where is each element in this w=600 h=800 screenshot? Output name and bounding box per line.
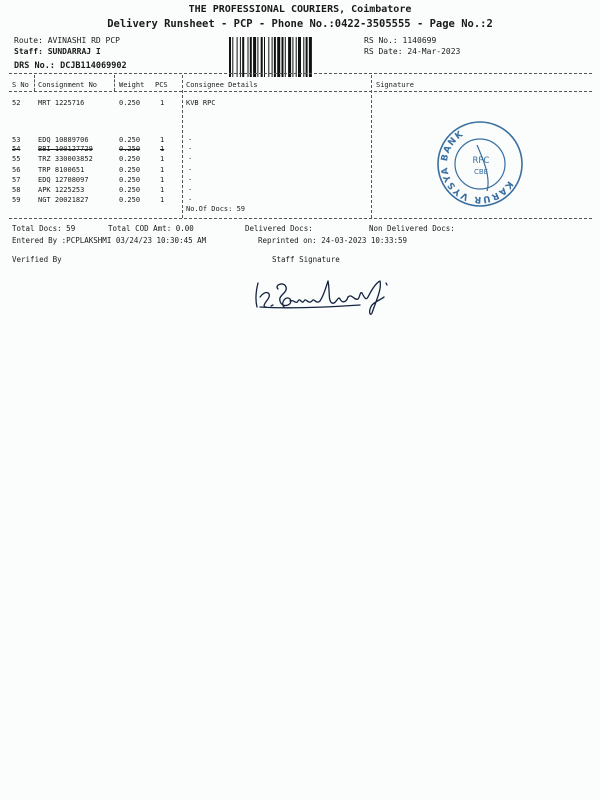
staff-signature-label: Staff Signature	[272, 255, 340, 264]
row-consignment: TRZ 330003852	[38, 155, 93, 163]
row-sno: 53	[12, 136, 21, 144]
drs-value: DCJB114069902	[60, 61, 127, 71]
entered-by: Entered By :PCPLAKSHMI 03/24/23 10:30:45 AM	[12, 236, 207, 245]
total-docs: Total Docs: 59	[12, 224, 76, 233]
row-consignee: KVB RPC	[186, 99, 216, 107]
table-header-rule	[9, 91, 592, 92]
staff-line	[14, 47, 101, 56]
non-delivered-docs: Non Delivered Docs:	[369, 224, 455, 233]
svg-text:KARUR VYSYA BANK	[440, 129, 514, 204]
row-weight: 0.250	[119, 196, 141, 204]
delivered-docs: Delivered Docs:	[245, 224, 313, 233]
rs-date-line	[364, 47, 460, 56]
route-line	[14, 36, 120, 45]
barcode	[228, 37, 356, 77]
reprinted-on: Reprinted on: 24-03-2023 10:33:59	[258, 236, 408, 245]
row-sno: 55	[12, 155, 21, 163]
column-header-weight: Weight	[119, 81, 145, 89]
row-consignment: NGT 20021827	[38, 196, 89, 204]
row-sno: 59	[12, 196, 21, 204]
staff-label: Staff:	[14, 47, 43, 56]
row-consignment: EDQ 12708097	[38, 176, 89, 184]
verified-by-label: Verified By	[12, 255, 62, 264]
row-pcs: 1	[160, 145, 165, 153]
row-pcs: 1	[160, 186, 165, 194]
table-top-rule	[9, 73, 592, 74]
row-consignee: .	[188, 143, 193, 151]
row-weight: 0.250	[119, 166, 141, 174]
table-bottom-rule	[9, 218, 592, 219]
row-pcs: 1	[160, 196, 165, 204]
stamp-center-line1: RPC	[472, 156, 490, 166]
rs-no-label: RS No.:	[364, 36, 398, 45]
row-consignee: .	[188, 164, 193, 172]
row-consignee: .	[188, 153, 193, 161]
staff-signature-image	[250, 267, 400, 319]
row-consignee: .	[188, 174, 193, 182]
row-pcs: 1	[160, 136, 165, 144]
row-consignment: MRT 1225716	[38, 99, 85, 107]
column-header-sno: S No	[12, 81, 29, 89]
row-weight: 0.250	[119, 186, 141, 194]
company-title: THE PROFESSIONAL COURIERS, Coimbatore	[188, 4, 412, 15]
column-header-signature: Signature	[376, 81, 414, 89]
staff-value: SUNDARRAJ I	[47, 47, 101, 56]
column-divider	[182, 75, 183, 218]
no-of-docs: No.Of Docs: 59	[186, 205, 246, 213]
drs-label: DRS No.:	[14, 61, 55, 71]
rs-no-value: 1140699	[402, 36, 437, 45]
rs-date-label: RS Date:	[364, 47, 403, 56]
stamp-ring-text: KARUR VYSYA BANK	[439, 129, 515, 205]
column-header-consignee: Consignee Details	[186, 81, 258, 89]
row-pcs: 1	[160, 176, 165, 184]
row-weight: 0.250	[119, 155, 141, 163]
row-weight: 0.250	[119, 99, 141, 107]
column-divider	[114, 75, 115, 91]
rs-no-line	[364, 36, 436, 45]
column-divider	[34, 75, 35, 91]
total-cod: Total COD Amt: 0.00	[108, 224, 194, 233]
row-consignee: .	[188, 194, 193, 202]
stamp-center-line2: CBE	[473, 168, 489, 176]
drs-line	[14, 61, 127, 71]
row-pcs: 1	[160, 166, 165, 174]
route-label: Route:	[14, 36, 43, 45]
row-consignment: APK 1225253	[38, 186, 85, 194]
row-consignee: .	[188, 184, 193, 192]
row-pcs: 1	[160, 99, 165, 107]
route-value: AVINASHI RD PCP	[47, 36, 120, 45]
column-header-consignment: Consignment No	[38, 81, 98, 89]
row-sno: 58	[12, 186, 21, 194]
row-weight: 0.250	[119, 145, 141, 153]
row-weight: 0.250	[119, 136, 141, 144]
column-header-pcs: PCS	[155, 81, 168, 89]
row-consignee: .	[188, 134, 193, 142]
row-sno: 57	[12, 176, 21, 184]
runsheet-title: Delivery Runsheet - PCP - Phone No.:0422-3505555 - Page No.:2	[107, 18, 493, 30]
row-weight: 0.250	[119, 176, 141, 184]
row-consignment: BBI 100127729	[38, 145, 93, 153]
row-consignment: EDQ 10889706	[38, 136, 89, 144]
row-consignment: TRP 8100651	[38, 166, 85, 174]
rs-date-value: 24-Mar-2023	[407, 47, 461, 56]
bank-stamp	[435, 119, 525, 209]
row-sno: 52	[12, 99, 21, 107]
row-pcs: 1	[160, 155, 165, 163]
row-sno: 54	[12, 145, 21, 153]
row-sno: 56	[12, 166, 21, 174]
column-divider	[371, 75, 372, 218]
